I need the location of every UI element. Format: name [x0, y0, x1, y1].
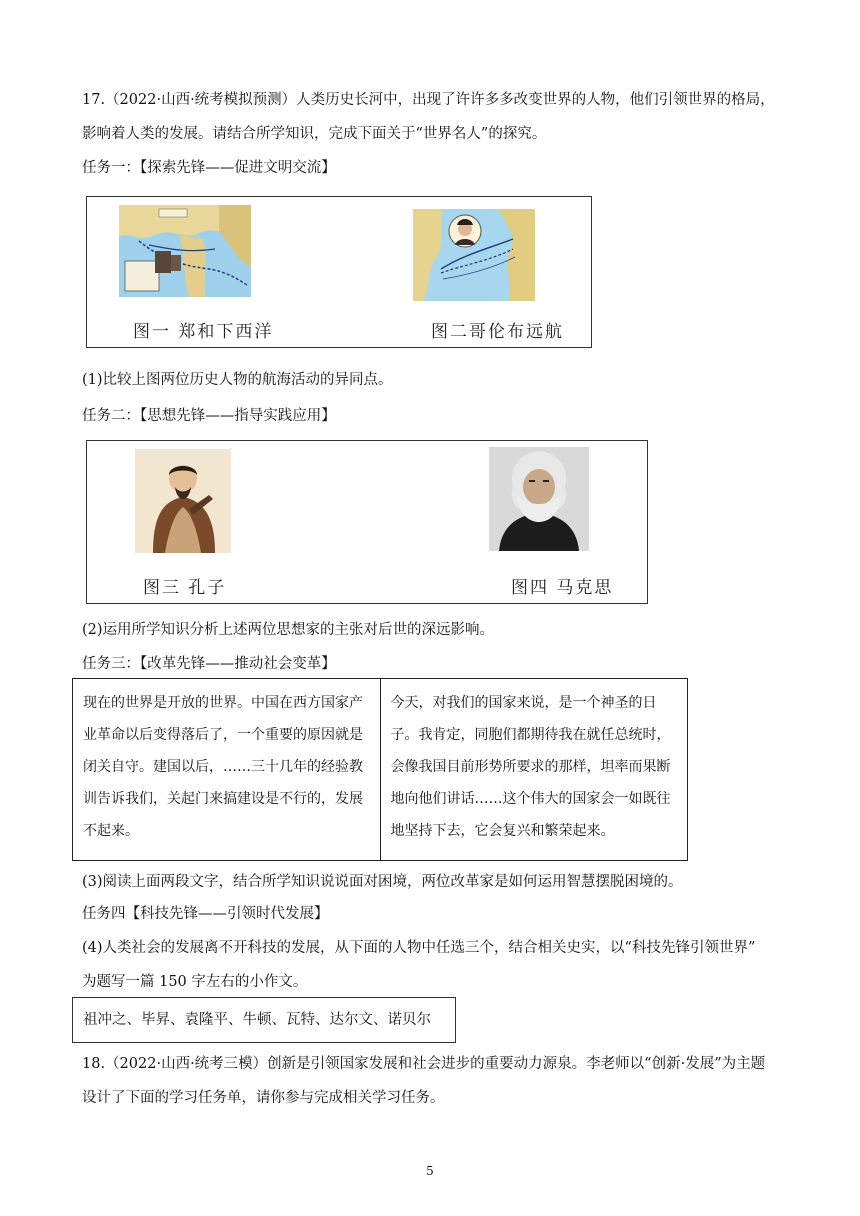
figure-box-voyages: [86, 196, 592, 348]
task4-question-line2: 为题写一篇 150 字左右的小作文。: [82, 974, 308, 990]
caption-columbus: 图二哥伦布远航: [431, 322, 564, 342]
figure-box-thinkers: [86, 440, 648, 604]
caption-marx: 图四 马克思: [511, 578, 614, 598]
task3-question: (3)阅读上面两段文字，结合所学知识说说面对困境，两位改革家是如何运用智慧摆脱困境的。: [82, 874, 683, 890]
columbus-map-image: [413, 209, 535, 301]
quote-roosevelt: 今天，对我们的国家来说，是一个神圣的日子。我肯定，同胞们都期待我在就任总统时，会像我国目前形势所要求的那样，坦率而果断地向他们讲话……这个伟大的国家会一如既往地坚持下去，它会复兴和繁荣起来。: [380, 679, 688, 861]
task1-question: (1)比较上图两位历史人物的航海活动的异同点。: [82, 372, 393, 388]
caption-confucius: 图三 孔子: [143, 578, 227, 598]
reformer-quotes-table: [72, 678, 688, 861]
marx-portrait-image: [489, 447, 589, 551]
task3-title: 任务三：【改革先锋——推动社会变革】: [82, 656, 336, 672]
q18-line1: 18.（2022·山西·统考三模）创新是引领国家发展和社会进步的重要动力源泉。李老师以“创新·发展”为主题: [82, 1056, 766, 1072]
q17-intro-line1: 17.（2022·山西·统考模拟预测）人类历史长河中，出现了许许多多改变世界的人物，他们引领世界的格局，: [82, 92, 775, 108]
zheng-he-map-image: [119, 205, 251, 297]
page-number: 5: [426, 1164, 434, 1178]
scientist-names-box: [72, 997, 456, 1043]
confucius-portrait-image: [135, 449, 231, 553]
task1-title: 任务一：【探索先锋——促进文明交流】: [82, 160, 336, 176]
q18-line2: 设计了下面的学习任务单，请你参与完成相关学习任务。: [82, 1090, 445, 1106]
task4-question-line1: (4)人类社会的发展离不开科技的发展，从下面的人物中任选三个，结合相关史实，以“科技先锋引领世界”: [82, 940, 756, 956]
task2-title: 任务二：【思想先锋——指导实践应用】: [82, 408, 336, 424]
task2-question: (2)运用所学知识分析上述两位思想家的主张对后世的深远影响。: [82, 622, 495, 638]
task4-title: 任务四【科技先锋——引领时代发展】: [82, 906, 329, 922]
quote-deng-xiaoping: 现在的世界是开放的世界。中国在西方国家产业革命以后变得落后了，一个重要的原因就是闭关自守。建国以后，……三十几年的经验教训告诉我们，关起门来搞建设是不行的，发展不起来。: [73, 679, 381, 861]
caption-zheng-he: 图一 郑和下西洋: [133, 322, 274, 342]
scientist-names: 祖冲之、毕昇、袁隆平、牛顿、瓦特、达尔文、诺贝尔: [83, 1012, 431, 1028]
q17-intro-line2: 影响着人类的发展。请结合所学知识，完成下面关于“世界名人”的探究。: [82, 126, 547, 142]
